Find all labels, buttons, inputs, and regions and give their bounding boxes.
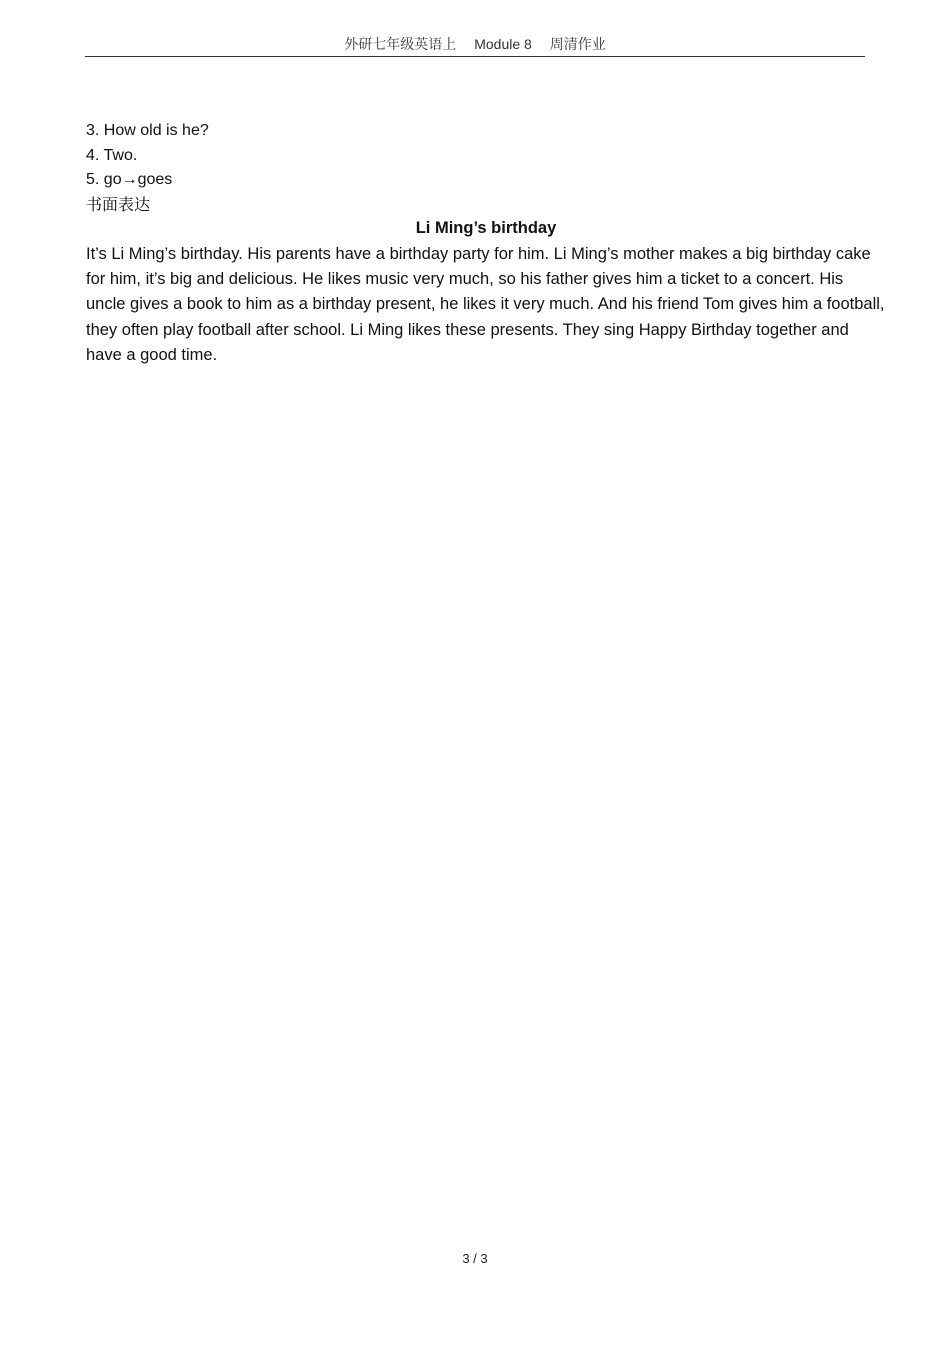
header-module: Module 8 xyxy=(474,36,532,52)
section-label: 书面表达 xyxy=(86,194,151,214)
essay-title: Li Ming’s birthday xyxy=(415,219,557,237)
header-course: 外研七年级英语上 xyxy=(344,37,457,53)
answer-list xyxy=(86,120,586,218)
essay-paragraph: It’s Li Ming’s birthday. His parents have a birthday party for him. Li Ming’s mother makes a big birthday cake for him, it’s big and delicious. He likes music very much, so his father gives him a ticket to a concert. His uncle gives a book to him as a birthday present, he likes it very much. And his friend Tom gives him a football, they often play football after school. Li Ming likes these presents. They sing Happy Birthday together and have a good time. xyxy=(86,245,885,364)
answer-item-5: 5. go→goes xyxy=(86,171,173,188)
answer-item-3: 3. How old is he? xyxy=(86,122,209,139)
essay-body xyxy=(86,242,886,368)
header-assignment: 周清作业 xyxy=(549,37,606,53)
answer-item-4: 4. Two. xyxy=(86,146,138,164)
page-header xyxy=(85,34,865,57)
page-number: 3 / 3 xyxy=(462,1251,488,1266)
